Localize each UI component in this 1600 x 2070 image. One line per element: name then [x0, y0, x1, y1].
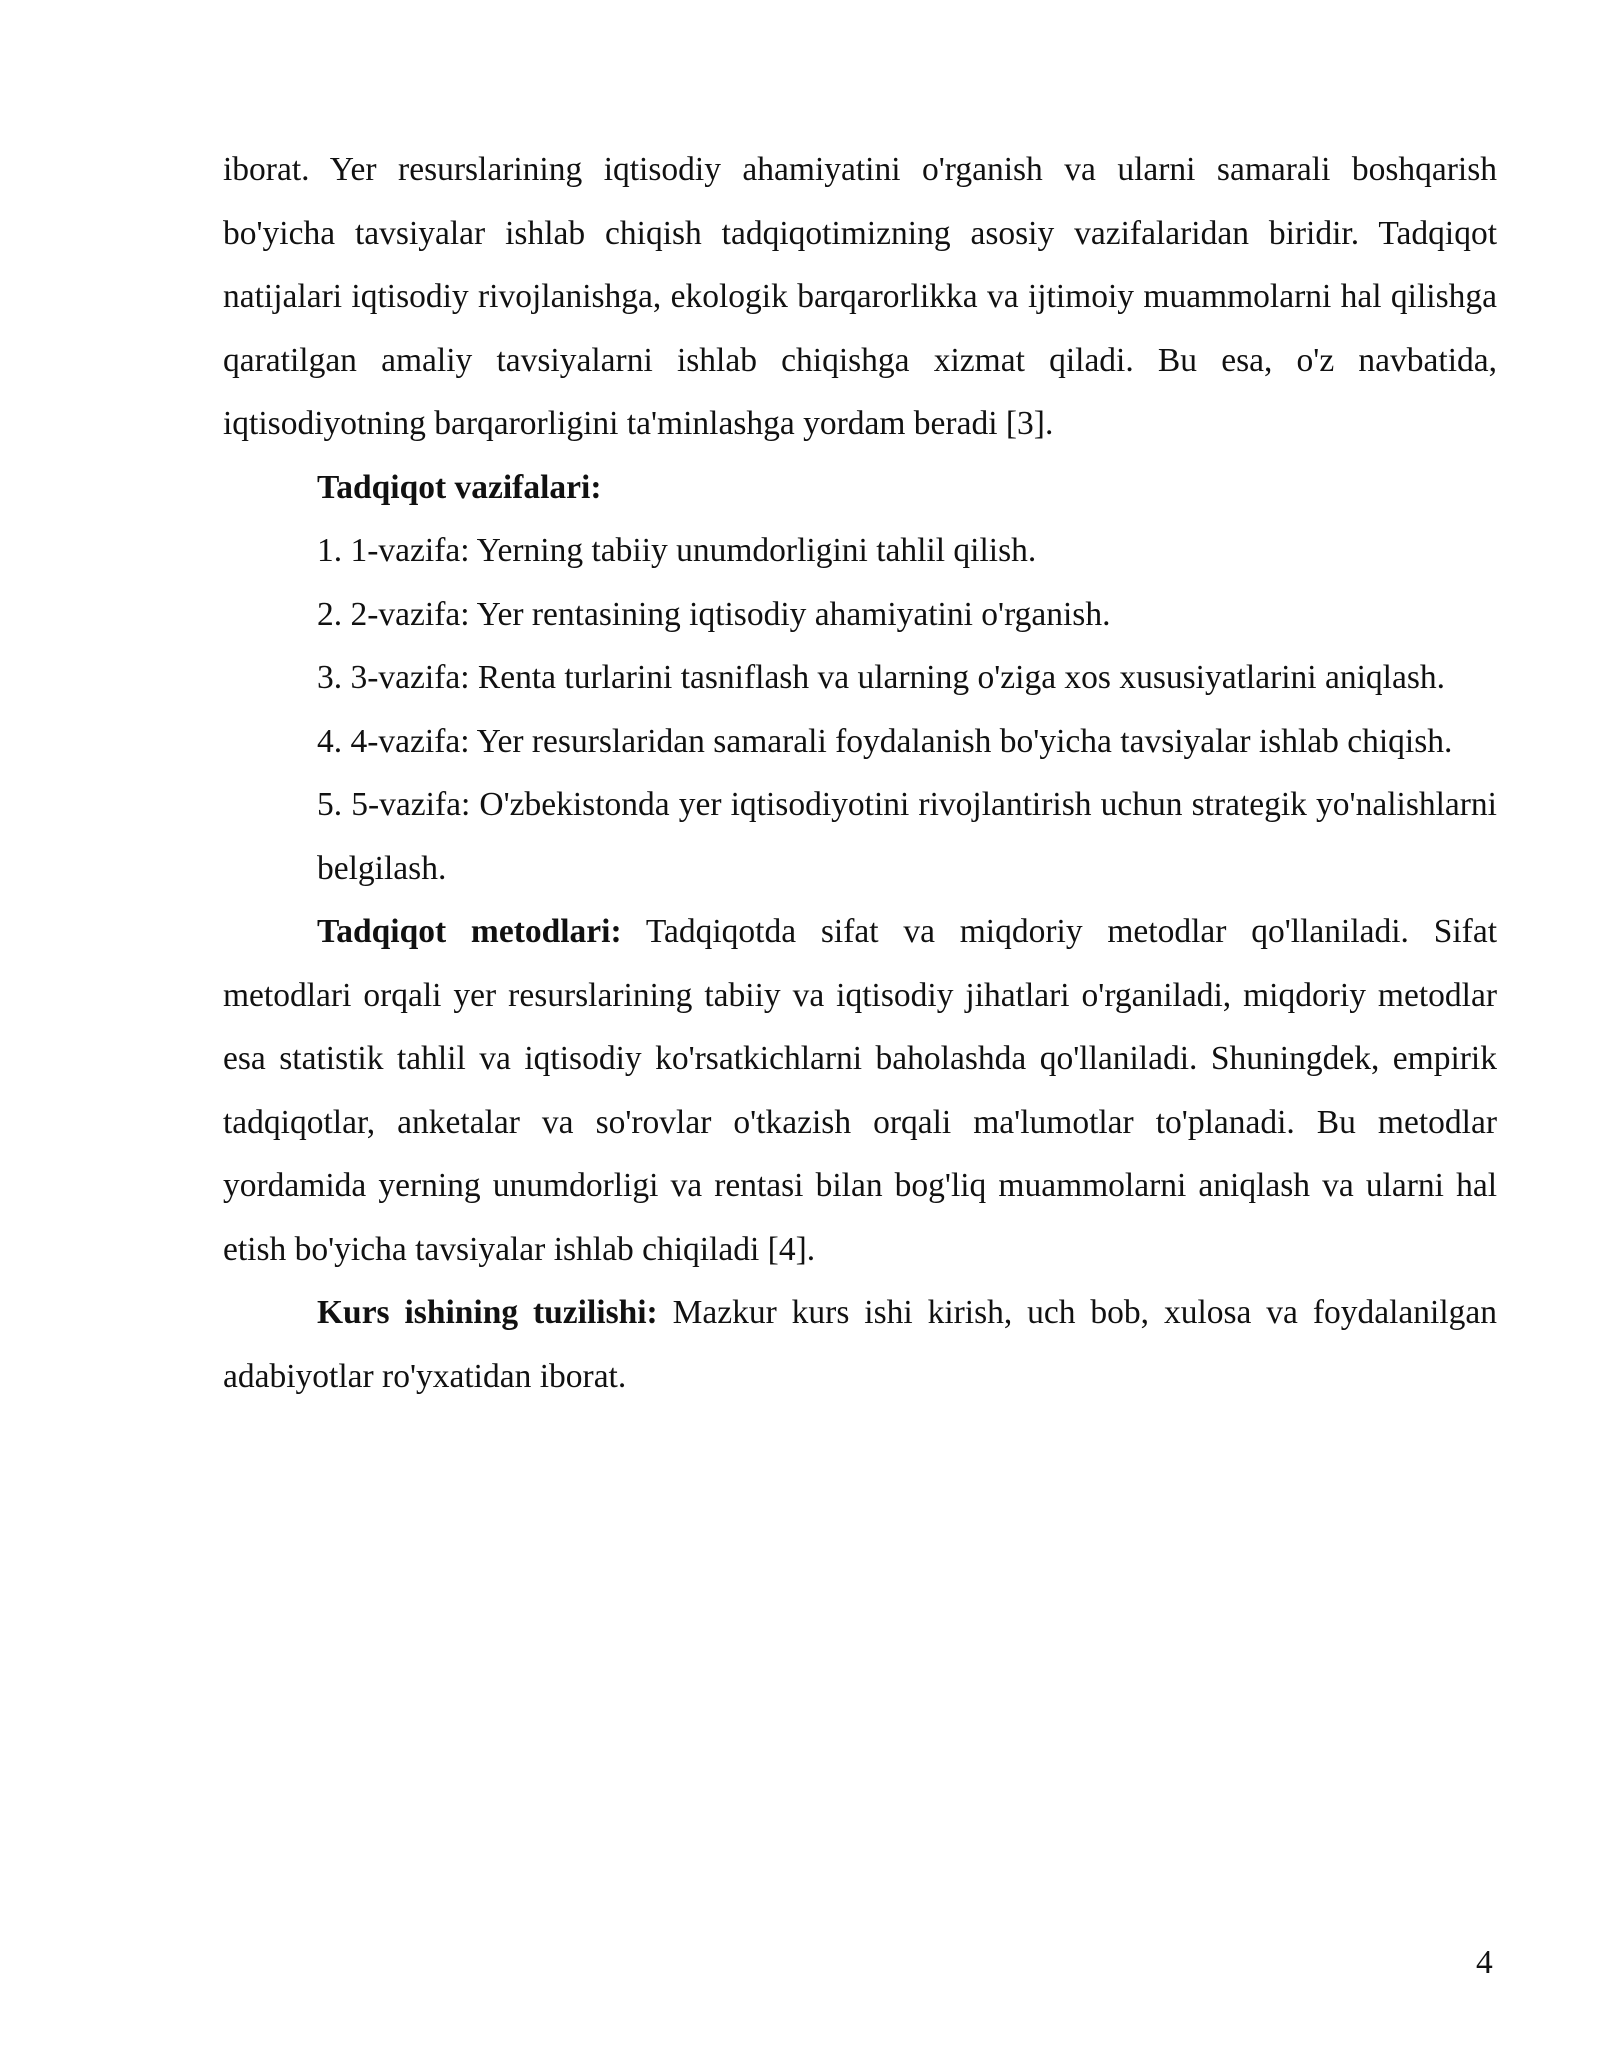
task-item-4: 4. 4-vazifa: Yer resurslaridan samarali foydalanish bo'yicha tavsiyalar ishlab chiqish.: [317, 722, 1453, 760]
task-item-1: 1. 1-vazifa: Yerning tabiiy unumdorligini tahlil qilish.: [317, 532, 1037, 569]
methods-label: Tadqiqot metodlari:: [317, 913, 622, 950]
task-item-2: 2. 2-vazifa: Yer rentasining iqtisodiy ahamiyatini o'rganish.: [317, 595, 1111, 633]
structure-paragraph: [223, 1281, 1497, 1408]
tasks-heading: Tadqiqot vazifalari:: [317, 468, 602, 506]
structure-text: Mazkur kurs ishi kirish, uch bob, xulosa va foydalanilgan adabiyotlar ro'yxatidan iborat.: [223, 1294, 1498, 1395]
methods-text: Tadqiqotda sifat va miqdoriy metodlar qo'llaniladi. Sifat metodlari orqali yer resurslarining tabiiy va iqtisodiy jihatlari o'rganiladi, miqdoriy metodlar esa statistik tahlil va iqtisodiy ko'rsatkichlarni baholashda qo'llaniladi. Shuningdek, empirik tadqiqotlar, anketalar va so'rovlar o'tkazish orqali ma'lumotlar to'planadi. Bu metodlar yordamida yerning unumdorligi va rentasi bilan bog'liq muammolarni aniqlash va ularni hal etish bo'yicha tavsiyalar ishlab chiqiladi [4].: [223, 913, 1497, 1268]
task-item-5: 5. 5-vazifa: O'zbekistonda yer iqtisodiyotini rivojlantirish uchun strategik yo'nalishlarni belgilash.: [317, 786, 1497, 887]
task-item-3: 3. 3-vazifa: Renta turlarini tasniflash va ularning o'ziga xos xususiyatlarini aniqlash.: [317, 659, 1445, 696]
page-body: [223, 138, 1497, 1408]
structure-label: Kurs ishining tuzilishi:: [317, 1294, 658, 1331]
page-number: 4: [1476, 1944, 1493, 1981]
methods-paragraph: [223, 900, 1497, 1281]
intro-paragraph: iborat. Yer resurslarining iqtisodiy ahamiyatini o'rganish va ularni samarali boshqarish bo'yicha tavsiyalar ishlab chiqish tadqiqotimizning asosiy vazifalaridan biridir. Tadqiqot natijalari iqtisodiy rivojlanishga, ekologik barqarorlikka va ijtimoiy muammolarni hal qilishga qaratilgan amaliy tavsiyalarni ishlab chiqishga xizmat qiladi. Bu esa, o'z navbatida, iqtisodiyotning barqarorligini ta'minlashga yordam beradi [3].: [223, 151, 1497, 442]
